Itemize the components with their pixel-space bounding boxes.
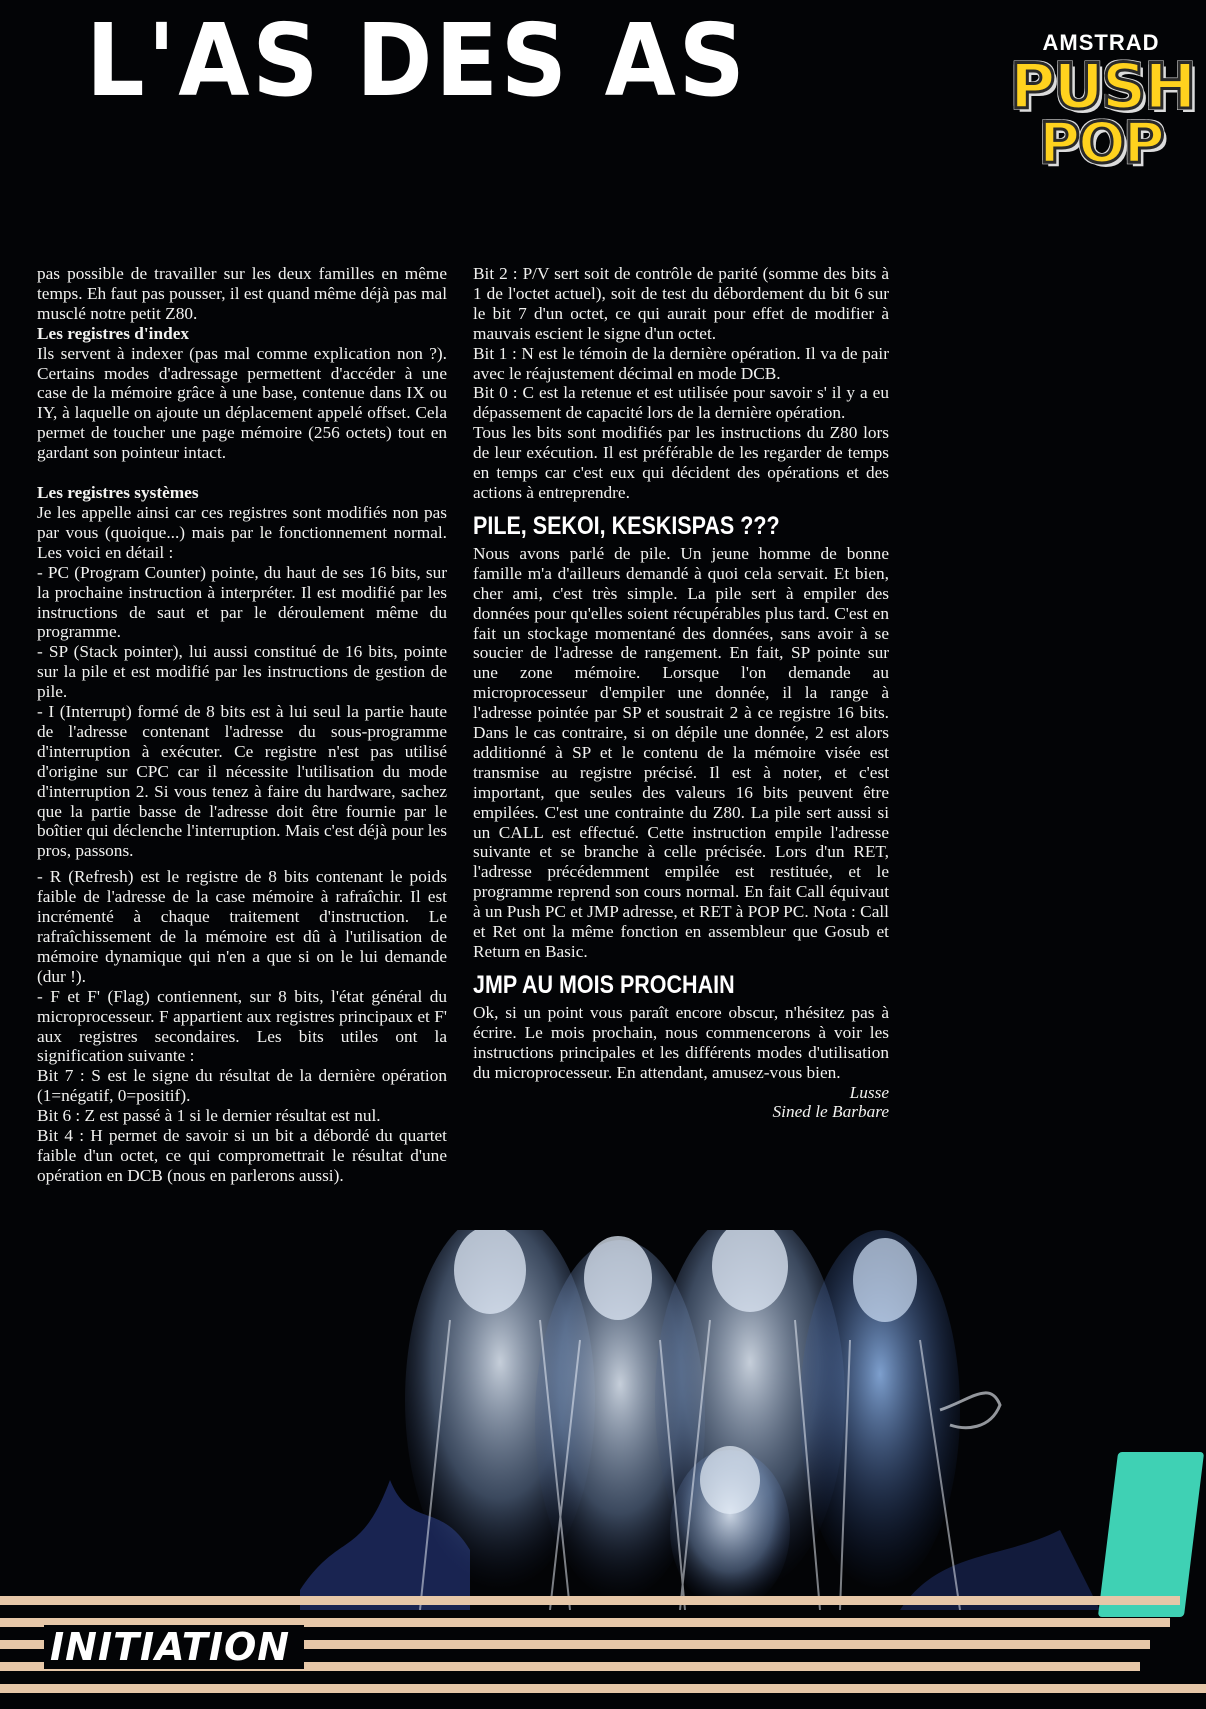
page-tab-marker bbox=[1098, 1452, 1204, 1617]
paragraph: Bit 0 : C est la retenue et est utilisée pour savoir s' il y a eu dépassement de capacité lors de la dernière opération. bbox=[473, 383, 889, 423]
paragraph: - F et F' (Flag) contiennent, sur 8 bits, l'état général du microprocesseur. F appartient aux registres principaux et F' aux registres secondaires. Les bits utiles ont la signification suivante : bbox=[37, 986, 447, 1066]
footer-stripe bbox=[0, 1684, 1206, 1693]
paragraph: - I (Interrupt) formé de 8 bits est à lui seul la partie haute de l'adresse contenant l'adresse du sous-programme d'interruption à exécuter. Ce registre n'est pas utilisé d'origine sur CPC car il nécessite l'utilisation du mode d'interruption 2. Si vous tenez à faire du hardware, sachez que la partie basse de l'adresse doit être fournie par le boîtier qui déclenche l'interruption. Mais c'est déjà pour les pros, passons. bbox=[37, 702, 447, 861]
paragraph: Ok, si un point vous paraît encore obscur, n'hésitez pas à écrire. Le mois prochain, nous commencerons à voir les instructions principales et les différents modes d'utilisation du microprocesseur. En attendant, amusez-vous bien. bbox=[473, 1002, 889, 1082]
right-column bbox=[473, 264, 889, 1122]
paragraph: pas possible de travailler sur les deux familles en même temps. Eh faut pas pousser, il est quand même déjà pas mal musclé notre petit Z80. bbox=[37, 264, 447, 323]
logo-word-pop: POP bbox=[1039, 111, 1163, 176]
subheading-index-registers: Les registres d'index bbox=[37, 323, 190, 343]
section-heading-jmp: JMP AU MOIS PROCHAIN bbox=[473, 970, 735, 999]
author-signature: Sined le Barbare bbox=[772, 1102, 889, 1122]
left-column bbox=[37, 264, 447, 1186]
paragraph: Bit 7 : S est le signe du résultat de la dernière opération (1=négatif, 0=positif). bbox=[37, 1066, 447, 1106]
page-title: L'AS DES AS bbox=[86, 2, 748, 119]
warriors-illustration bbox=[300, 1230, 1100, 1610]
paragraph: Bit 6 : Z est passé à 1 si le dernier résultat est nul. bbox=[37, 1106, 381, 1126]
logo-brand: AMSTRAD bbox=[1042, 30, 1160, 55]
subheading-system-registers: Les registres systèmes bbox=[37, 483, 199, 503]
paragraph: - R (Refresh) est le registre de 8 bits contenant le poids faible de l'adresse de la case mémoire à rafraîchir. Il est incrémenté à chaque traitement d'instruction. Le rafraîchissement de la mémoire est dû à l'utilisation de mémoire dynamique qui n'en a que si on le lui demande (dur !). bbox=[37, 867, 447, 986]
paragraph: Bit 1 : N est le témoin de la dernière opération. Il va de pair avec le réajustement décimal en mode DCB. bbox=[473, 343, 889, 383]
push-pop-logo bbox=[1010, 18, 1195, 188]
logo-word-push: PUSH bbox=[1010, 50, 1195, 123]
paragraph: - PC (Program Counter) pointe, du haut de ses 16 bits, sur la prochaine instruction à interpréter. Il est modifié par les instructions de saut et par le déroulement même du programme. bbox=[37, 562, 447, 642]
paragraph: Je les appelle ainsi car ces registres sont modifiés non pas par vous (quoique...) mais par le fonctionnement normal. Les voici en détail : bbox=[37, 502, 447, 562]
section-heading-pile: PILE, SEKOI, KESKISPAS ??? bbox=[473, 511, 780, 540]
footer-stripe bbox=[0, 1596, 1180, 1605]
paragraph: - SP (Stack pointer), lui aussi constitué de 16 bits, pointe sur la pile et est modifié par les instructions de gestion de pile. bbox=[37, 642, 447, 702]
paragraph: Bit 4 : H permet de savoir si un bit a débordé du quartet faible d'un octet, ce qui compromettrait le résultat d'une opération en DCB (nous en parlerons aussi). bbox=[37, 1126, 447, 1185]
section-label: INITIATION bbox=[44, 1625, 304, 1669]
author-signature: Lusse bbox=[849, 1082, 889, 1102]
paragraph: Ils servent à indexer (pas mal comme explication non ?). Certains modes d'adressage permettent d'accéder à une case de la mémoire grâce à une base, contenue dans IX ou IY, à laquelle on ajoute un déplacement appelé offset. Cela permet de toucher une page mémoire (256 octets) tout en gardant son pointeur intact. bbox=[37, 343, 447, 463]
paragraph: Tous les bits sont modifiés par les instructions du Z80 lors de leur exécution. Il est préférable de les regarder de temps en temps car c'est eux qui décident des opérations et des actions à entreprendre. bbox=[473, 423, 889, 502]
paragraph: Bit 2 : P/V sert soit de contrôle de parité (somme des bits à 1 de l'octet actuel), soit de test du débordement du bit 6 sur le bit 7 d'un octet, ce qui aurait pour effet de modifier à mauvais escient le signe d'un octet. bbox=[473, 264, 889, 343]
paragraph: Nous avons parlé de pile. Un jeune homme de bonne famille m'a d'ailleurs demandé à quoi cela servait. Et bien, cher ami, c'est très simple. La pile sert à empiler des données pour qu'elles soient récupérables plus tard. C'est en fait un stockage momentané des données, sans avoir à se soucier de l'adresse de rangement. En fait, SP pointe sur une zone mémoire. Lorsque l'on demande au microprocesseur d'empiler une donnée, il la range à l'adresse pointée par SP et soustrait 2 à ce registre 16 bits. Dans le cas contraire, si on dépile une donnée, 2 est alors additionné à SP et le contenu de la mémoire visée est transmise au registre précisé. Il est à noter, et c'est important, que seules des valeurs 16 bits peuvent être empilées. C'est une contrainte du Z80. La pile sert aussi si un CALL est effectué. Cette instruction empile l'adresse suivante et se branche à celle précisée. Lors d'un RET, l'adresse précédemment empilée est restituée, et le programme reprend son cours normal. En fait Call équivaut à un Push PC et JMP adresse, et RET à POP PC. Nota : Call et Ret ont la même fonction en assembleur que Gosub et Return en Basic. bbox=[473, 543, 889, 961]
